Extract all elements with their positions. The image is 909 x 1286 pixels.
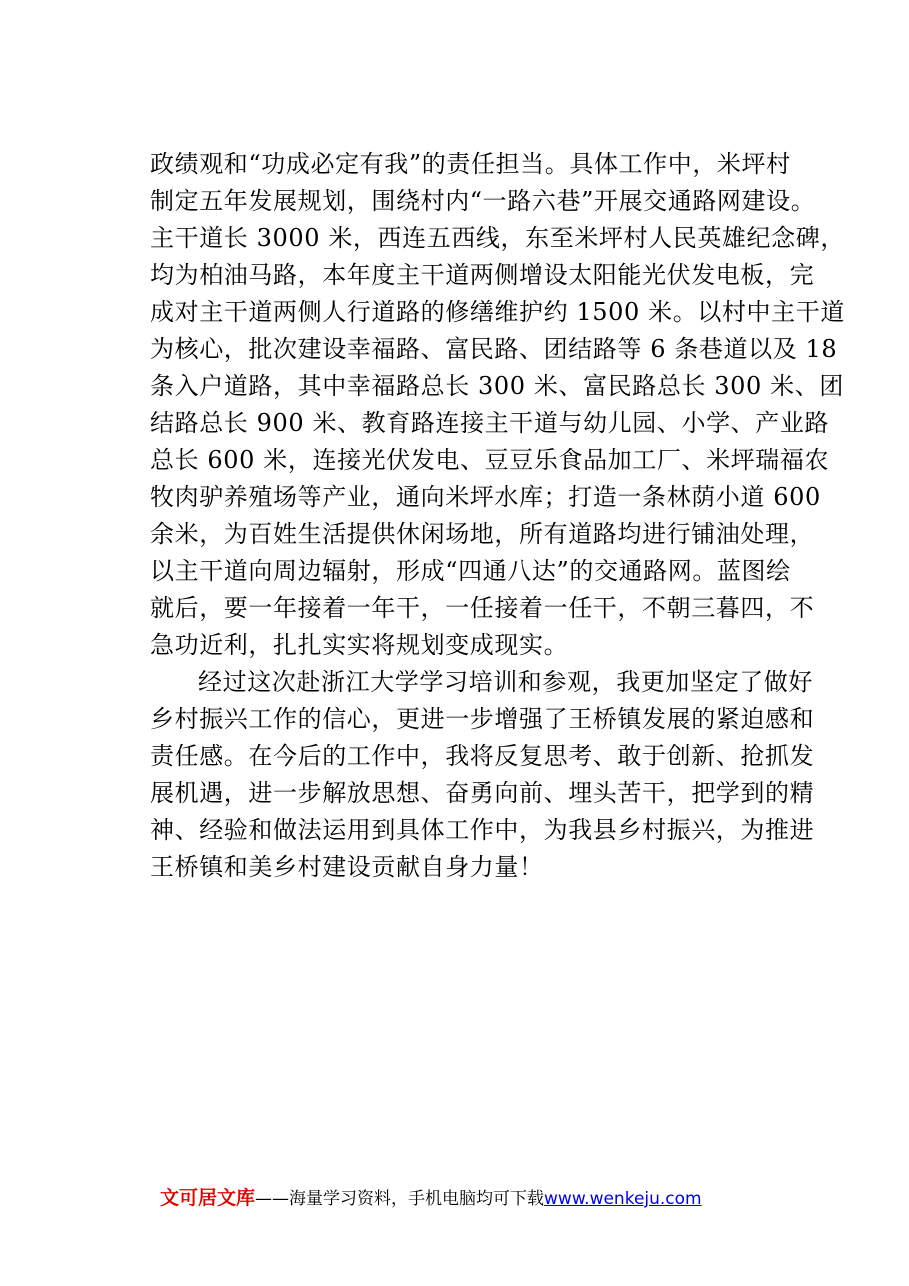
footer-website-link[interactable]: www.wenkeju.com	[544, 1189, 702, 1209]
text-line: 主干道长 3000 米，西连五西线，东至米坪村人民英雄纪念碑，	[150, 224, 845, 252]
text-line: 神、经验和做法运用到具体工作中，为我县乡村振兴，为推进	[150, 816, 815, 844]
text-line: 结路总长 900 米、教育路连接主干道与幼儿园、小学、产业路	[150, 409, 830, 437]
text-line: 均为柏油马路，本年度主干道两侧增设太阳能光伏发电板，完	[150, 261, 815, 289]
text-line: 余米，为百姓生活提供休闲场地，所有道路均进行铺油处理，	[150, 520, 815, 548]
text-line: 牧肉驴养殖场等产业，通向米坪水库；打造一条林荫小道 600	[150, 483, 821, 511]
text-line: 政绩观和“功成必定有我”的责任担当。具体工作中，米坪村	[150, 150, 791, 178]
text-line: 总长 600 米，连接光伏发电、豆豆乐食品加工厂、米坪瑞福农	[150, 446, 830, 474]
paragraph-start-line: 经过这次赴浙江大学学习培训和参观，我更加坚定了做好	[198, 668, 813, 696]
footer-tagline: ——海量学习资料，手机电脑均可下载	[255, 1189, 545, 1209]
text-line: 王桥镇和美乡村建设贡献自身力量！	[150, 853, 544, 881]
body-text	[150, 146, 845, 886]
text-line: 急功近利，扎扎实实将规划变成现实。	[150, 631, 569, 659]
text-line: 制定五年发展规划，围绕村内“一路六巷”开展交通路网建设。	[150, 187, 816, 215]
text-line: 为核心，批次建设幸福路、富民路、团结路等 6 条巷道以及 18	[150, 335, 838, 363]
text-line: 成对主干道两侧人行道路的修缮维护约 1500 米。以村中主干道	[150, 298, 845, 326]
text-line: 展机遇，进一步解放思想、奋勇向前、埋头苦干，把学到的精	[150, 779, 815, 807]
text-line: 就后，要一年接着一年干，一任接着一任干，不朝三暮四，不	[150, 594, 815, 622]
footer-brand: 文可居文库	[160, 1187, 256, 1209]
footer-banner	[160, 1184, 780, 1212]
text-line: 以主干道向周边辐射，形成“四通八达”的交通路网。蓝图绘	[150, 557, 791, 585]
text-line: 条入户道路，其中幸福路总长 300 米、富民路总长 300 米、团	[150, 372, 844, 400]
text-line: 责任感。在今后的工作中，我将反复思考、敢于创新、抢抓发	[150, 742, 815, 770]
text-line: 乡村振兴工作的信心，更进一步增强了王桥镇发展的紧迫感和	[150, 705, 815, 733]
